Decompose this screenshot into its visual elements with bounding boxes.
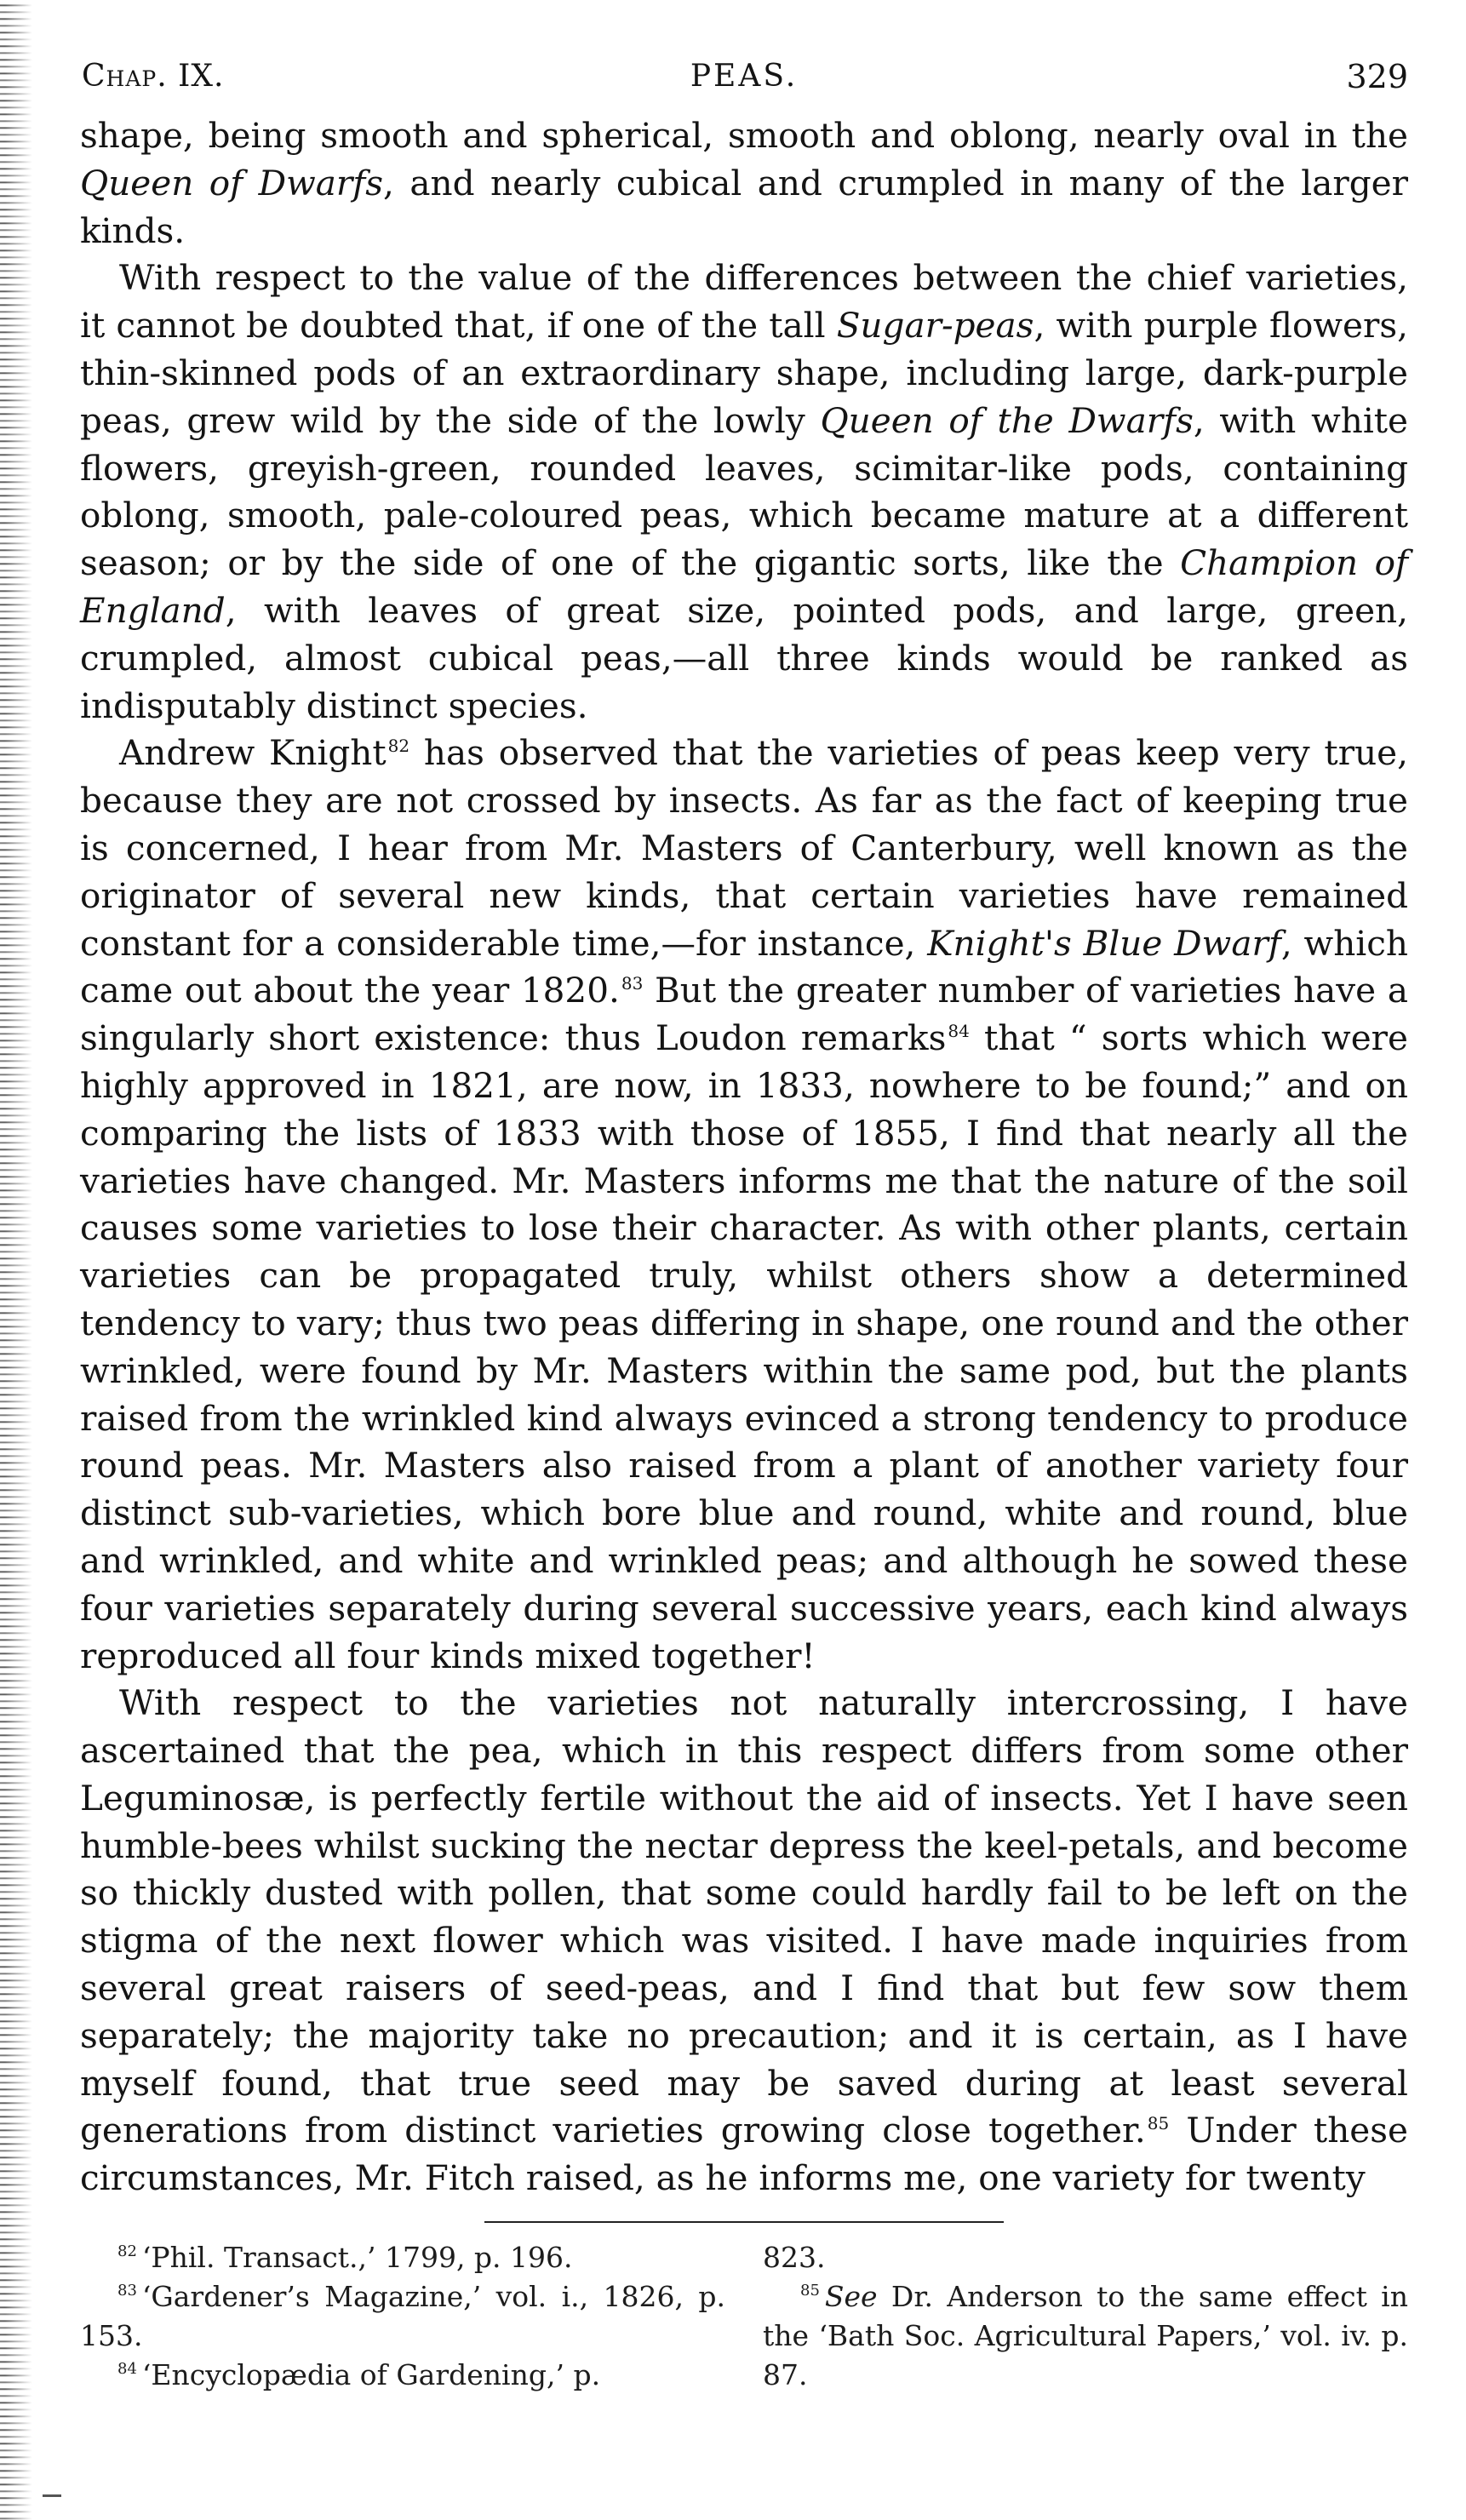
italic-text: Champion of England (80, 542, 1408, 631)
footnote (80, 2238, 725, 2277)
text-run: Under these circumstances, Mr. Fitch raised, as he informs me, one variety for twenty (80, 2110, 1408, 2199)
paragraph (80, 255, 1408, 730)
paragraph (80, 112, 1408, 255)
text-run: 823. (763, 2241, 826, 2275)
text-run: , with white flowers, greyish-green, rounded leaves, scimitar-like pods, containing oblong, smooth, pale-coloured peas, which became mature at a different season; or by the side of one of the gigantic sorts, like the (80, 399, 1409, 584)
footnote-rule (484, 2221, 1004, 2223)
italic-text: See (824, 2280, 878, 2314)
text-run: ‘Gardener’s Magazine,’ vol. i., 1826, p. 153. (80, 2280, 725, 2353)
text-run: has observed that the varieties of peas keep very true, because they are not crossed by insects. As far as the fact of keeping true is concerned, I hear from Mr. Masters of Canterbury, well known as the originator of several new kinds, that certain varieties have remained constant for a considerable time,—for instance, (80, 732, 1408, 964)
text-run: ‘Phil. Transact.,’ 1799, p. 196. (141, 2241, 573, 2275)
page-binding-edge (0, 0, 34, 2520)
text-run: shape, being smooth and spherical, smooth and oblong, nearly oval in the (80, 115, 1408, 156)
footnotes-right-column (763, 2238, 1408, 2395)
footnote (763, 2277, 1408, 2395)
footnote (763, 2238, 1408, 2277)
footnotes-left-column (80, 2238, 725, 2395)
text-run: , and nearly cubical and crumpled in many of the larger kinds. (80, 162, 1408, 251)
footnote-reference: 85 (1147, 2113, 1170, 2134)
text-run: With respect to the varieties not naturally intercrossing, I have ascertained that the pea, which in this respect differs from some other Leguminosæ, is perfectly fertile without the aid of insects. Yet I have seen humble-bees whilst sucking the nectar depress the keel-petals, and become so thickly dusted with pollen, that some could hardly fail to be left on the stigma of the next flower which was visited. I have made inquiries from several great raisers of seed-peas, and I find that but few sow them separately; the majority take no precaution; and it is certain, as I have myself found, that true seed may be saved during at least several generations from distinct varieties growing close together. (80, 1682, 1408, 2151)
footnote (80, 2277, 725, 2356)
italic-text: Queen of Dwarfs (80, 162, 384, 203)
footnote-mark: 85 (800, 2282, 820, 2300)
italic-text: Sugar-peas (836, 305, 1034, 346)
italic-text: Knight's Blue Dwarf (927, 922, 1281, 964)
body-text (80, 112, 1408, 2202)
text-run: that “ sorts which were highly approved in 1821, are now, in 1833, nowhere to be found;” and on comparing the lists of 1833 with those of 1855, I find that nearly all the varieties have changed. Mr. Masters informs me that the nature of the soil causes some varieties to lose their character. As with other plants, certain varieties can be propagated truly, whilst others show a determined tendency to vary; thus two peas differing in shape, one round and the other wrinkled, were found by Mr. Masters within the same pod, but the plants raised from the wrinkled kind always evinced a strong tendency to produce round peas. Mr. Masters also raised from a plant of another variety four distinct sub-varieties, which bore blue and round, white and round, blue and wrinkled, and white and wrinkled peas; and although he sowed these four varieties separately during several successive years, each kind always reproduced all four kinds mixed together! (80, 1017, 1409, 1676)
page-title: PEAS. (690, 59, 799, 94)
footnote-reference: 84 (948, 1021, 970, 1042)
text-run: ‘Encyclopædia of Gardening,’ p. (141, 2358, 601, 2392)
italic-text: Queen of the Dwarfs (820, 399, 1194, 441)
footnote-reference: 82 (387, 736, 410, 757)
footnotes (80, 2238, 1408, 2395)
footnote-reference: 83 (621, 973, 644, 994)
running-head (80, 51, 1408, 112)
chapter-label: Chap. IX. (82, 59, 225, 94)
text-run: , with purple flowers, thin-skinned pods of an extraordinary shape, including large, dark-purple peas, grew wild by the side of the lowly (80, 305, 1408, 441)
footnote-mark: 84 (117, 2360, 137, 2379)
text-run: , with leaves of great size, pointed pods, and large, green, crumpled, almost cubical peas,—all three kinds would be ranked as indisputably distinct species. (80, 589, 1408, 726)
text-run: Dr. Anderson to the same effect in the ‘Bath Soc. Agricultural Papers,’ vol. iv. p. 87. (763, 2280, 1408, 2392)
footnote-mark: 83 (117, 2282, 137, 2300)
paragraph (80, 1680, 1408, 2202)
text-run: , which came out about the year 1820. (80, 922, 1408, 1011)
page-number: 329 (1346, 58, 1408, 95)
stray-mark (43, 2494, 61, 2497)
footnote (80, 2356, 725, 2395)
text-run: But the greater number of varieties have a singularly short existence: thus Loudon remarks (80, 970, 1408, 1059)
book-page (80, 51, 1408, 2395)
text-run: With respect to the value of the differences between the chief varieties, it cannot be doubted that, if one of the tall (80, 257, 1408, 346)
footnote-mark: 82 (117, 2242, 137, 2261)
paragraph (80, 730, 1408, 1680)
text-run: Andrew Knight (119, 732, 387, 774)
